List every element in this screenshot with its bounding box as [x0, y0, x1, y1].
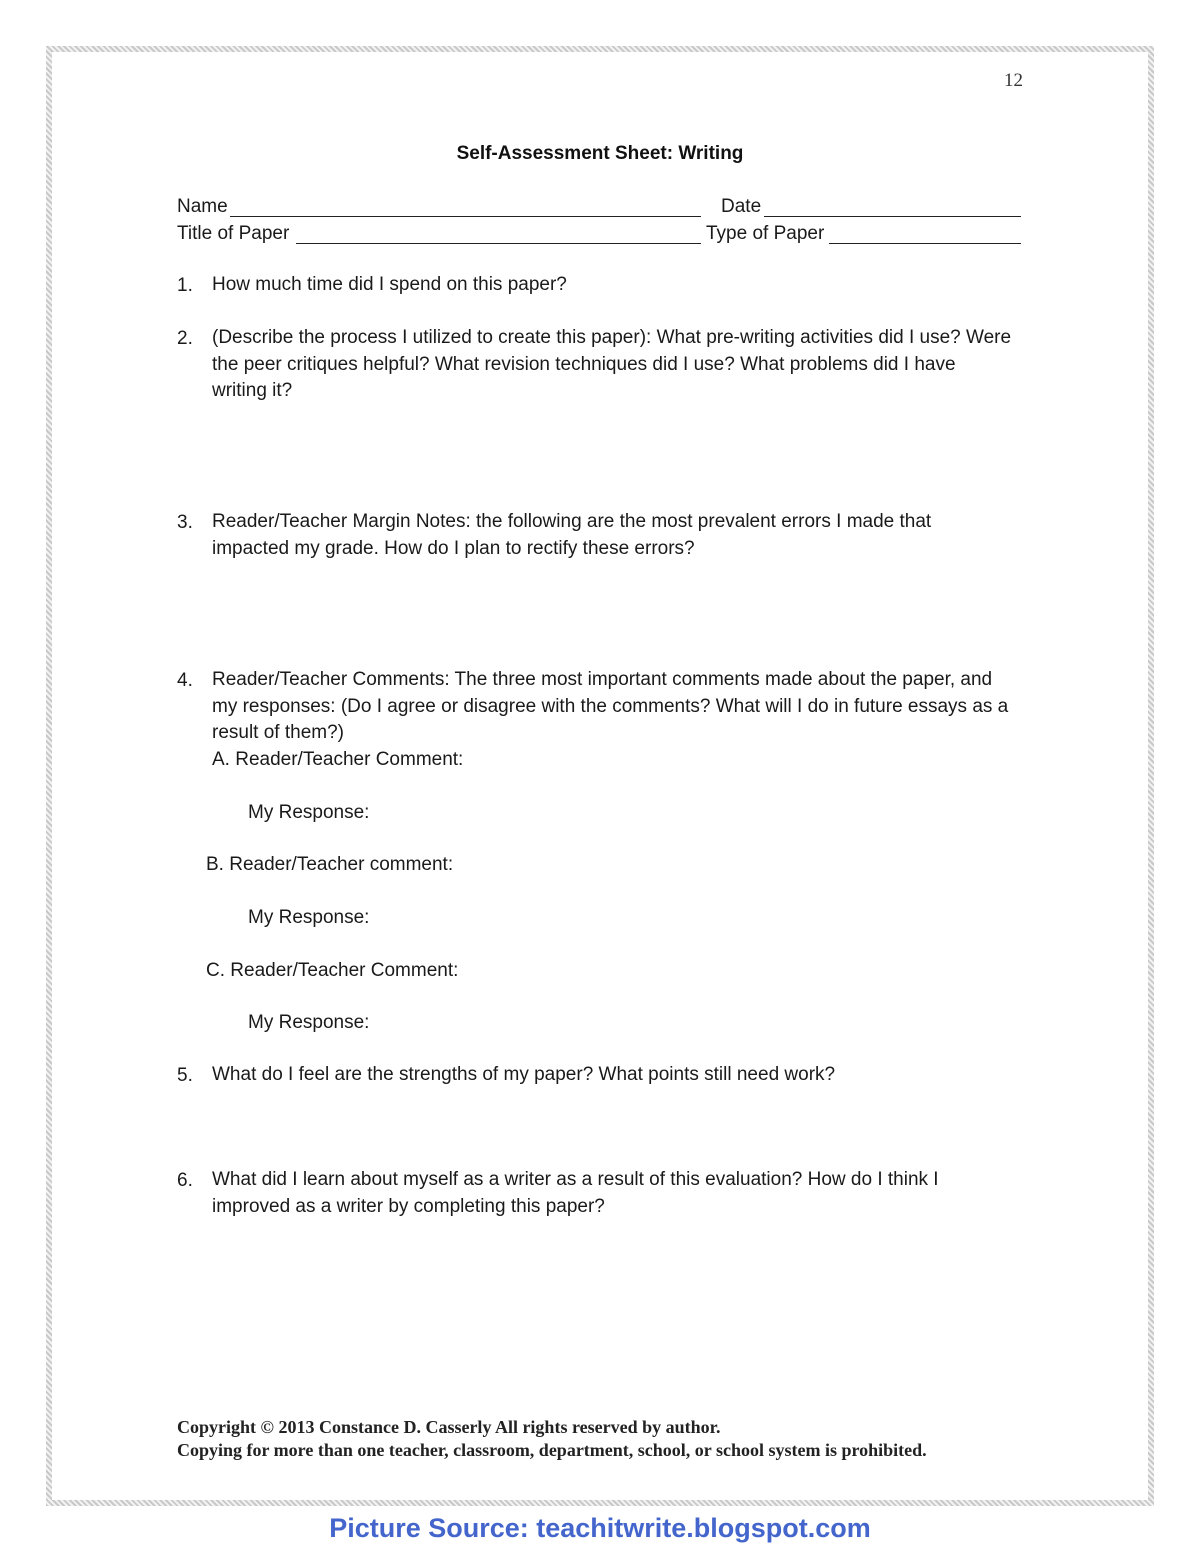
question-5-number: 5.: [177, 1065, 193, 1086]
question-6-number: 6.: [177, 1170, 193, 1191]
question-2-number: 2.: [177, 328, 193, 349]
question-3-text: Reader/Teacher Margin Notes: the following are the most prevalent errors I made that impacted my grade. How do I plan to rectify these errors?: [212, 511, 932, 559]
copyright-line-2: Copying for more than one teacher, classroom, department, school, or school system is prohibited.: [177, 1440, 927, 1460]
question-3-number: 3.: [177, 512, 193, 533]
response-b-label: My Response:: [248, 907, 370, 928]
page-number: 12: [1004, 70, 1023, 91]
title-of-paper-label: Title of Paper: [177, 223, 290, 244]
question-4-text: Reader/Teacher Comments: The three most important comments made about the paper, and my responses: (Do I agree or disagree with the comments? What will I do in future essays as a result of them?): [212, 669, 1009, 743]
name-line[interactable]: [230, 216, 701, 217]
date-label: Date: [721, 196, 762, 217]
comment-a-label: A. Reader/Teacher Comment:: [212, 749, 464, 770]
question-4-number: 4.: [177, 670, 193, 691]
question-6-text: What did I learn about myself as a writer as a result of this evaluation? How do I think I improved as a writer by completing this paper?: [212, 1169, 939, 1217]
name-label: Name: [177, 196, 228, 217]
date-line[interactable]: [764, 216, 1021, 217]
page-title: Self-Assessment Sheet: Writing: [456, 143, 744, 164]
response-a-label: My Response:: [248, 802, 370, 823]
comment-c-label: C. Reader/Teacher Comment:: [206, 960, 459, 981]
comment-b-label: B. Reader/Teacher comment:: [206, 854, 454, 875]
question-1-number: 1.: [177, 275, 193, 296]
question-5-text: What do I feel are the strengths of my paper? What points still need work?: [212, 1064, 836, 1085]
question-1-text: How much time did I spend on this paper?: [212, 274, 567, 295]
question-2-text: (Describe the process I utilized to create this paper): What pre-writing activities did I use? Were the peer critiques helpful? What revision techniques did I use? What problems did I have writing it?: [212, 327, 1012, 401]
type-of-paper-line[interactable]: [829, 243, 1021, 244]
page-border: [46, 46, 1154, 1506]
title-of-paper-line[interactable]: [296, 243, 701, 244]
type-of-paper-label: Type of Paper: [706, 223, 825, 244]
picture-source-caption: Picture Source: teachitwrite.blogspot.com: [329, 1513, 871, 1543]
copyright-line-1: Copyright © 2013 Constance D. Casserly All rights reserved by author.: [177, 1417, 721, 1437]
response-c-label: My Response:: [248, 1012, 370, 1033]
